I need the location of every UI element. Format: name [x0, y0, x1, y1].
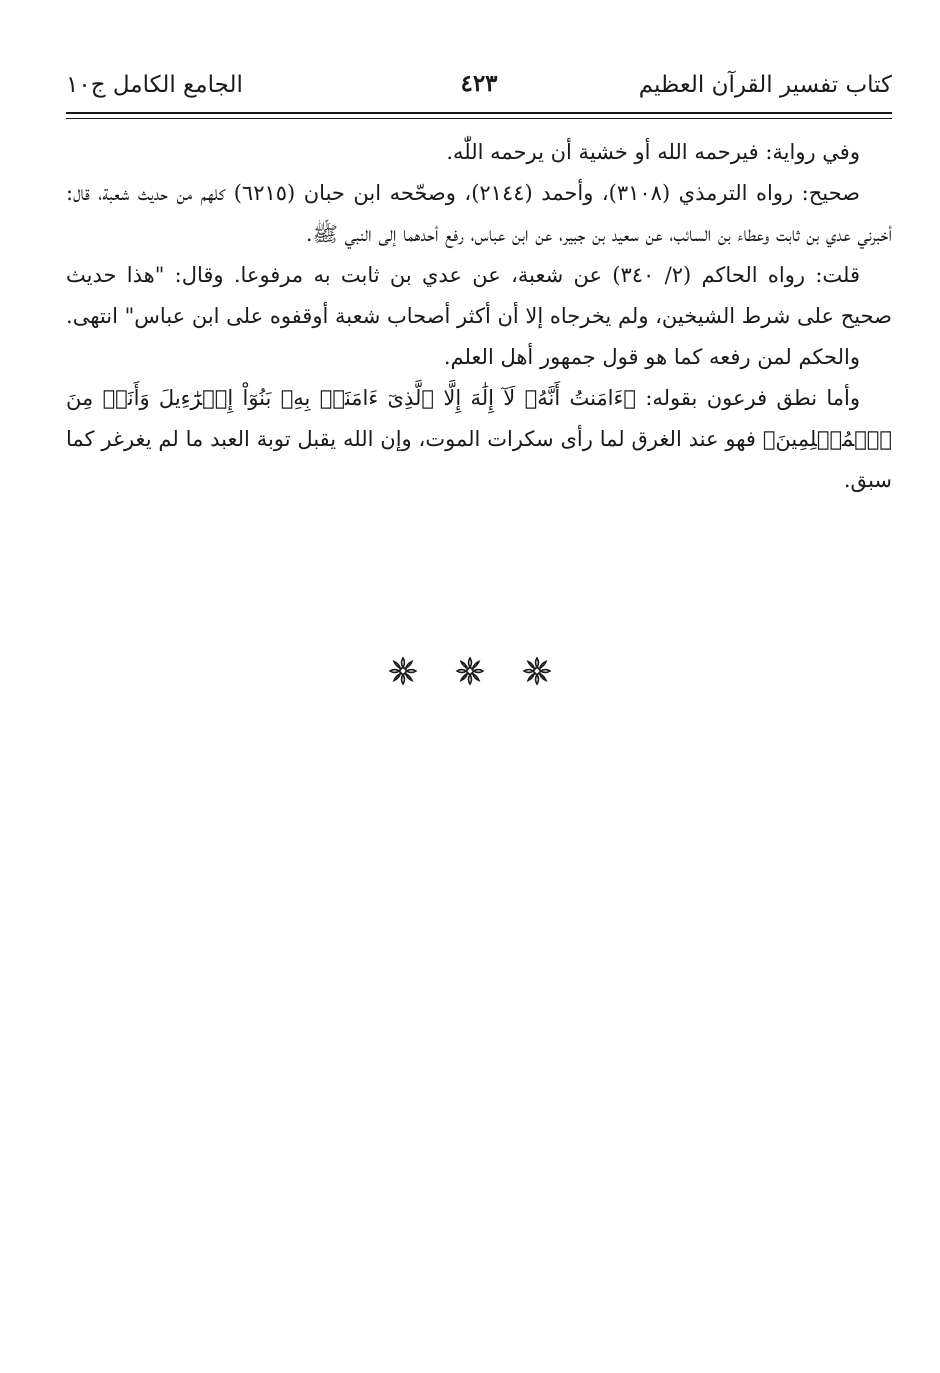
paragraph-hakim-note: قلت: رواه الحاكم (٢/ ٣٤٠) عن شعبة، عن عدي بن ثابت به مرفوعا. وقال: "هذا حديث صحيح على شرط الشيخين، ولم يخرجاه إلا أن أكثر أصحاب شعبة أوقفوه على ابن عباس" انتهى. [66, 263, 892, 328]
section-divider [0, 656, 940, 700]
flower-ornament-icon [455, 656, 485, 686]
header-rule-thin [66, 118, 892, 119]
book-title: كتاب تفسير القرآن العظيم [638, 72, 892, 98]
main-text [66, 132, 892, 501]
paragraph-narration: وفي رواية: فيرحمه الله أو خشية أن يرحمه اللّٰه. [446, 140, 860, 164]
paragraph-ruling: والحكم لمن رفعه كما هو قول جمهور أهل العلم. [443, 345, 860, 369]
page-number: ٤٢٣ [460, 70, 498, 97]
flower-ornament-icon [522, 656, 552, 686]
paragraph-pharaoh: وأما نطق فرعون بقوله: ﴿ءَامَنتُ أَنَّهُۥ لَآ إِلَٰهَ إِلَّا ٱلَّذِىٓ ءَامَنَتۡ بِهِۦ بَنُوٓاْ إِسۡرَٰٓءِيلَ وَأَنَا۠ مِنَ ٱلۡمُسۡلِمِينَ﴾ فهو عند الغرق لما رأى سكرات الموت، وإن الله يقبل توبة العبد ما لم يغرغر كما سبق. [66, 386, 892, 492]
flower-ornament-icon [388, 656, 418, 686]
paragraph-authentication: صحيح: رواه الترمذي (٣١٠٨)، وأحمد (٢١٤٤)، وصحّحه ابن حبان (٦٢١٥) كلهم من حديث شعبة، قال: أخبرني عدي بن ثابت وعطاء بن السائب، عن سعيد بن جبير، عن ابن عباس، رفع أحدهما إلى النبي ﷺ. [66, 181, 892, 246]
page-header [66, 66, 892, 106]
volume-title: الجامع الكامل ج١٠ [66, 72, 243, 98]
header-rule-thick [66, 112, 892, 114]
